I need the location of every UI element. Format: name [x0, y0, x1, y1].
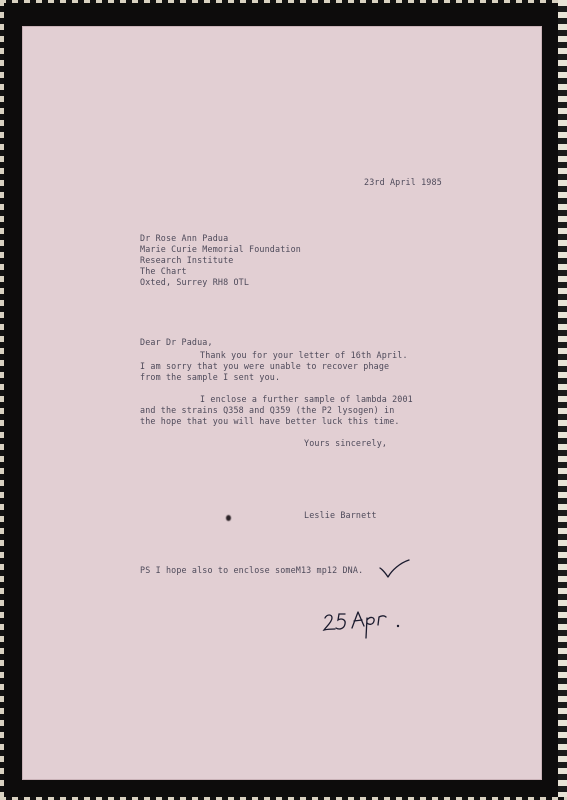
letter-page	[22, 26, 542, 780]
scan-border-left	[0, 0, 4, 800]
paragraph2-line3: the hope that you will have better luck this time.	[140, 416, 400, 426]
recipient-street: The Chart	[140, 266, 187, 276]
postscript: PS I hope also to enclose someM13 mp12 DNA.	[140, 565, 364, 575]
paragraph1-line2: I am sorry that you were unable to recover phage	[140, 361, 390, 371]
recipient-organisation: Marie Curie Memorial Foundation	[140, 244, 301, 254]
scan-border-top	[0, 0, 567, 3]
paragraph1-line3: from the sample I sent you.	[140, 372, 281, 382]
closing: Yours sincerely,	[304, 438, 388, 448]
paragraph2-line1: I enclose a further sample of lambda 2001	[200, 394, 413, 404]
paragraph1-line1: Thank you for your letter of 16th April.	[200, 350, 408, 360]
letter-date: 23rd April 1985	[364, 177, 442, 187]
recipient-name: Dr Rose Ann Padua	[140, 233, 229, 243]
paragraph2-line2: and the strains Q358 and Q359 (the P2 lysogen) in	[140, 405, 395, 415]
recipient-town: Oxted, Surrey RH8 OTL	[140, 277, 250, 287]
recipient-institute: Research Institute	[140, 255, 234, 265]
ink-spot	[226, 515, 231, 521]
handwritten-date-note	[322, 608, 408, 640]
checkmark-icon	[378, 558, 412, 580]
salutation: Dear Dr Padua,	[140, 337, 213, 347]
scan-border-right	[558, 0, 567, 800]
signature-name: Leslie Barnett	[304, 510, 377, 520]
